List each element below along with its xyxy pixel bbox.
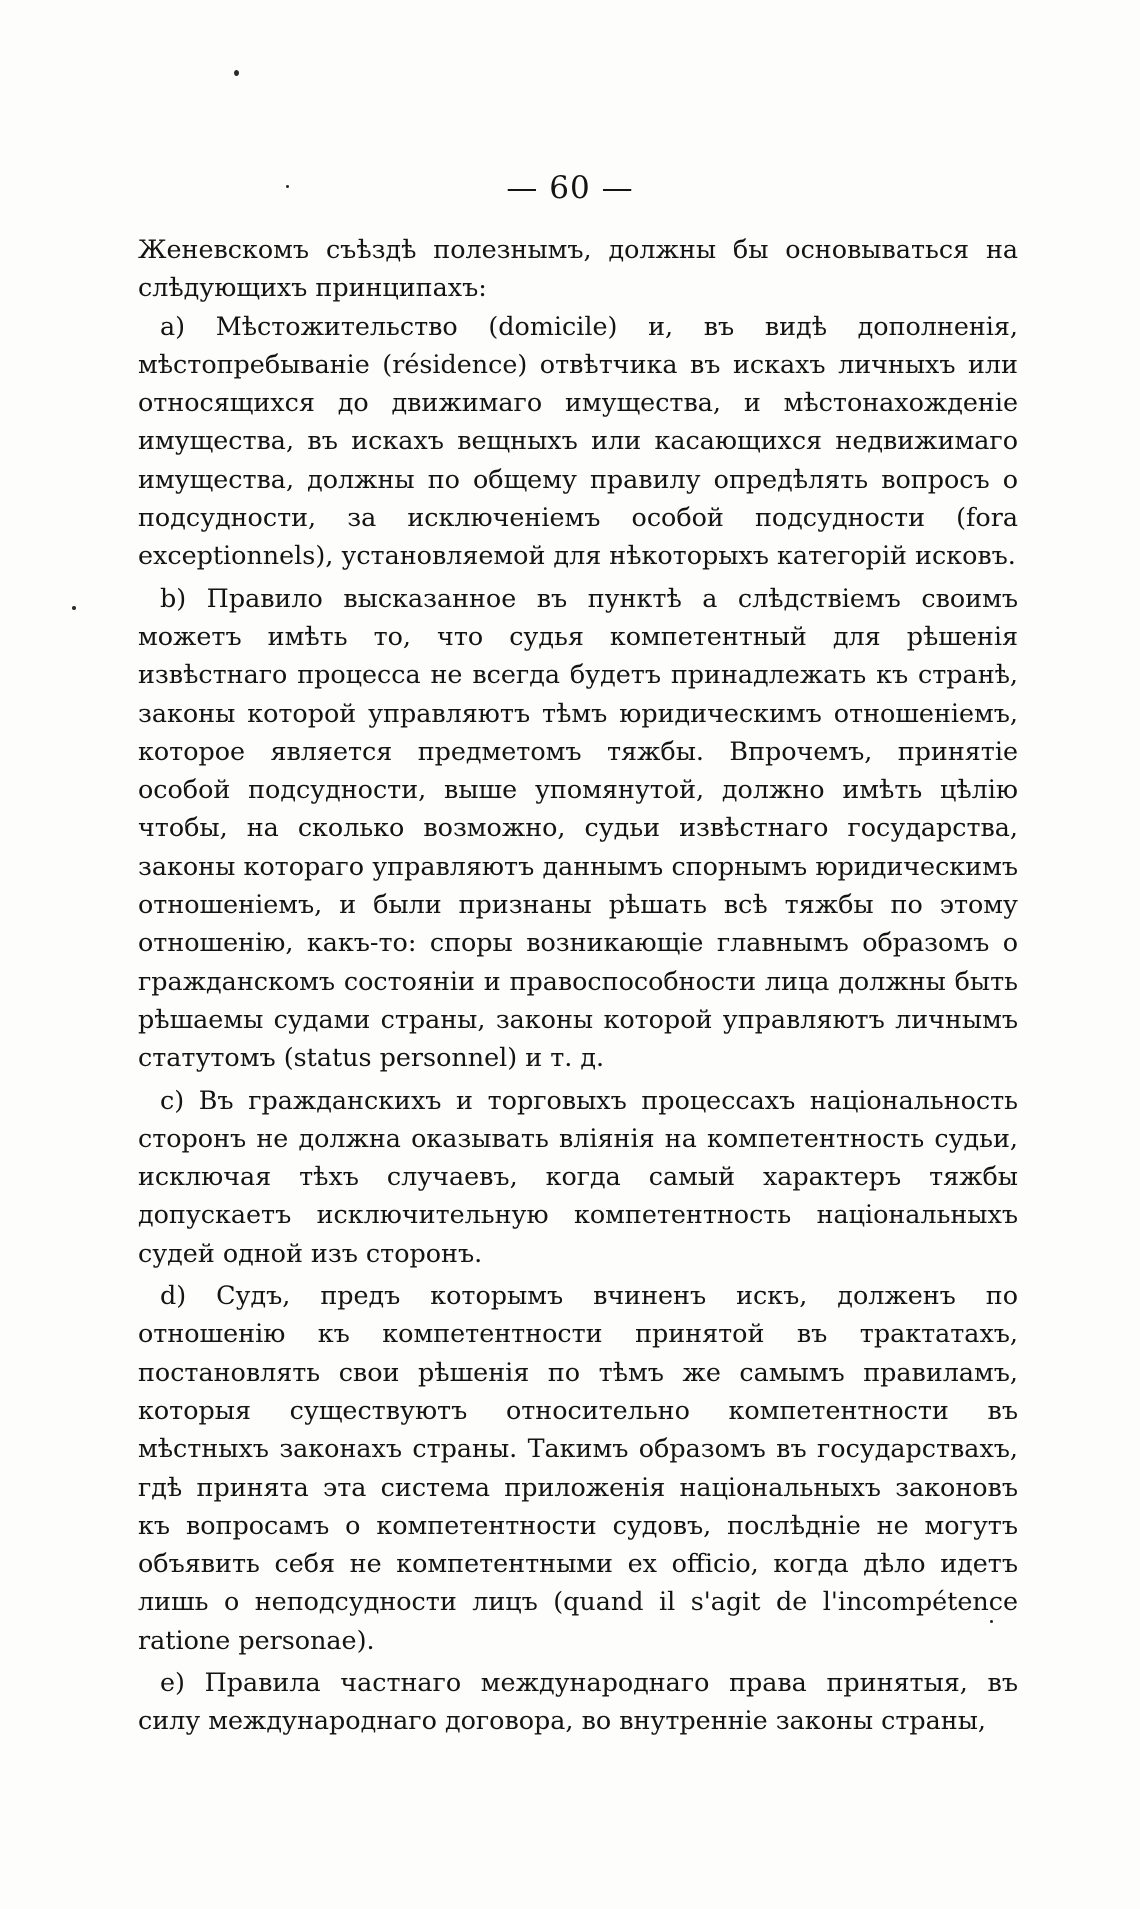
page-number: — 60 — [506, 170, 634, 206]
paragraph-e: e) Правила частнаго международнаго права принятыя, въ силу международнаго договора, во внутренніе законы страны, [138, 1666, 1018, 1736]
ink-speck [72, 606, 76, 610]
paragraph-a: a) Мѣстожительство (domicile) и, въ видѣ дополненія, мѣстопребываніе (résidence) отвѣтчика въ искахъ личныхъ или относящихся до движимаго имущества, и мѣстонахожденіе имущества, въ искахъ вещныхъ или касающихся недвижимаго имущества, должны по общему правилу опредѣлять вопросъ о подсудности, за исключеніемъ особой подсудности (fora exceptionnels), установляемой для нѣкоторыхъ категорій исковъ. [138, 310, 1018, 571]
paragraph-intro: Женевскомъ съѣздѣ полезнымъ, должны бы основываться на слѣдующихъ принципахъ: [138, 234, 1018, 303]
paragraph-b: b) Правило высказанное въ пунктѣ a слѣдствіемъ своимъ можетъ имѣть то, что судья компетентный для рѣшенія извѣстнаго процесса не всегда будетъ принадлежать къ странѣ, законы которой управляютъ тѣмъ юридическимъ отношеніемъ, которое является предметомъ тяжбы. Впрочемъ, принятіе особой подсудности, выше упомянутой, должно имѣть цѣлію чтобы, на сколько возможно, судьи извѣстнаго государства, законы котораго управляютъ даннымъ спорнымъ юридическимъ отношеніемъ, и были признаны рѣшать всѣ тяжбы по этому отношенію, какъ-то: споры возникающіе главнымъ образомъ о гражданскомъ состояніи и правоспособности лица должны быть рѣшаемы судами страны, законы которой управляютъ личнымъ статутомъ (status personnel) и т. д. [138, 582, 1018, 1073]
body-text [138, 230, 1018, 1740]
paragraph-c: c) Въ гражданскихъ и торговыхъ процессахъ національность сторонъ не должна оказывать вліянія на компетентность судьи, исключая тѣхъ случаевъ, когда самый характеръ тяжбы допускаетъ исключительную компетентность національныхъ судей одной изъ сторонъ. [138, 1084, 1018, 1268]
ink-speck [234, 70, 239, 76]
paragraph-d: d) Судъ, предъ которымъ вчиненъ искъ, долженъ по отношенію къ компетентности принятой въ трактатахъ, постановлять свои рѣшенія по тѣмъ же самымъ правиламъ, которыя существуютъ относительно компетентности въ мѣстныхъ законахъ страны. Такимъ образомъ въ государствахъ, гдѣ принята эта система приложенія національныхъ законовъ къ вопросамъ о компетентности судовъ, послѣдніе не могутъ объявить себя не компетентными ex officio, когда дѣло идетъ лишь о неподсудности лицъ (quand il s'agit de l'incompétence ratione personae). [138, 1280, 1018, 1655]
